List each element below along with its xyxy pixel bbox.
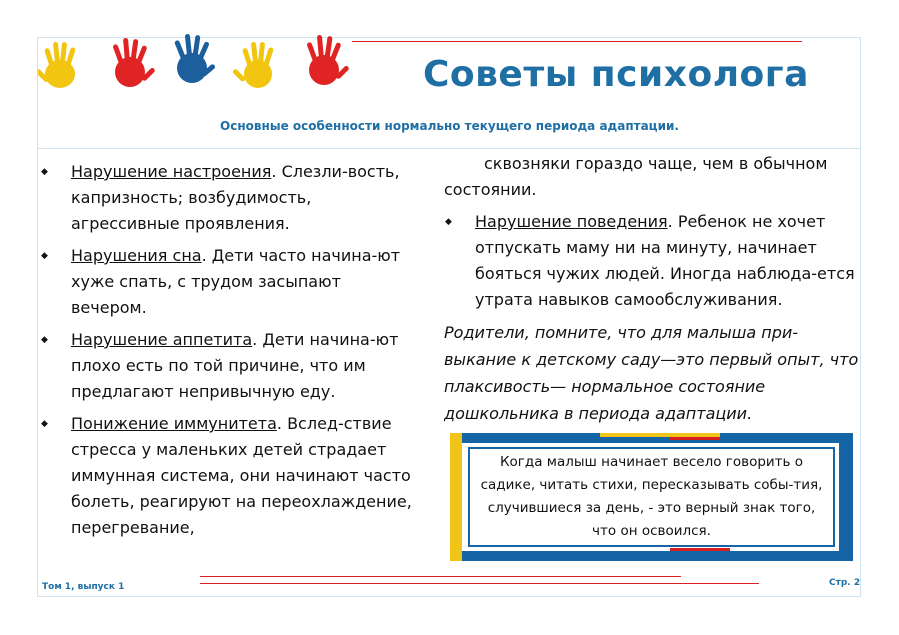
callout-frame-red-bottom xyxy=(670,548,730,551)
hand-print-red-icon xyxy=(306,35,349,85)
hand-print-blue-icon xyxy=(174,34,216,83)
hand-prints-decoration xyxy=(38,30,358,96)
item-term: Нарушения сна xyxy=(71,246,202,265)
hand-print-red-icon xyxy=(112,38,155,87)
right-column xyxy=(444,151,864,427)
diamond-bullet-icon: ◆ xyxy=(41,167,48,177)
item-term: Нарушение поведения xyxy=(475,212,668,231)
item-text: . Дети часто начина-ют хуже спать, с трудом засыпают вечером. xyxy=(71,246,401,317)
callout-frame-red-top xyxy=(670,437,720,440)
page-subtitle: Основные особенности нормально текущего периода адаптации. xyxy=(220,119,679,133)
hand-print-yellow-icon xyxy=(232,42,274,88)
footer-red-rule xyxy=(200,583,759,584)
item-term: Нарушение настроения xyxy=(71,162,272,181)
parents-note: Родители, помните, что для малыша при-выкание к детскому саду—это первый опыт, что плаксивость— нормальное состояние дошкольника в периода адаптации. xyxy=(444,323,859,423)
callout-frame-blue-right xyxy=(839,433,853,561)
item-text: . Слезли-вость, капризность; возбудимость, агрессивные проявления. xyxy=(71,162,400,233)
left-column xyxy=(40,159,420,547)
diamond-bullet-icon: ◆ xyxy=(41,251,48,261)
item-term: Нарушение аппетита xyxy=(71,330,253,349)
page-title: Советы психолога xyxy=(423,54,809,95)
callout-frame-yellow xyxy=(450,433,462,561)
diamond-bullet-icon: ◆ xyxy=(445,217,452,227)
hand-print-yellow-icon xyxy=(38,42,76,88)
item-text: . Ребенок не хочет отпускать маму ни на минуту, начинает бояться чужих людей. Иногда наблюда-ется утрата навыков самообслуживания. xyxy=(475,212,855,309)
callout-text: Когда малыш начинает весело говорить о садике, читать стихи, пересказывать собы-тия, случившиеся за день, - это верный знак того, что он освоился. xyxy=(468,447,835,547)
continued-text: сквозняки гораздо чаще, чем в обычном состоянии. xyxy=(444,154,828,199)
footer-red-rule xyxy=(200,576,681,577)
list-item xyxy=(40,411,420,541)
callout-frame-blue-bottom xyxy=(462,551,853,561)
header-red-rule xyxy=(352,41,802,42)
item-text: . Дети начина-ют плохо есть по той причине, что им предлагают непривычную еду. xyxy=(71,330,399,401)
item-text: . Вслед-ствие стресса у маленьких детей страдает иммунная система, они начинают часто болеть, реагируют на переохлаждение, перегревание, xyxy=(71,414,412,537)
list-item xyxy=(40,327,420,405)
list-item xyxy=(444,209,864,313)
diamond-bullet-icon: ◆ xyxy=(41,335,48,345)
footer-volume: Том 1, выпуск 1 xyxy=(42,582,125,592)
callout-box xyxy=(450,433,853,561)
list-item xyxy=(40,159,420,237)
item-term: Понижение иммунитета xyxy=(71,414,277,433)
footer-page-number: Стр. 2 xyxy=(829,578,861,588)
list-item xyxy=(40,243,420,321)
diamond-bullet-icon: ◆ xyxy=(41,419,48,429)
